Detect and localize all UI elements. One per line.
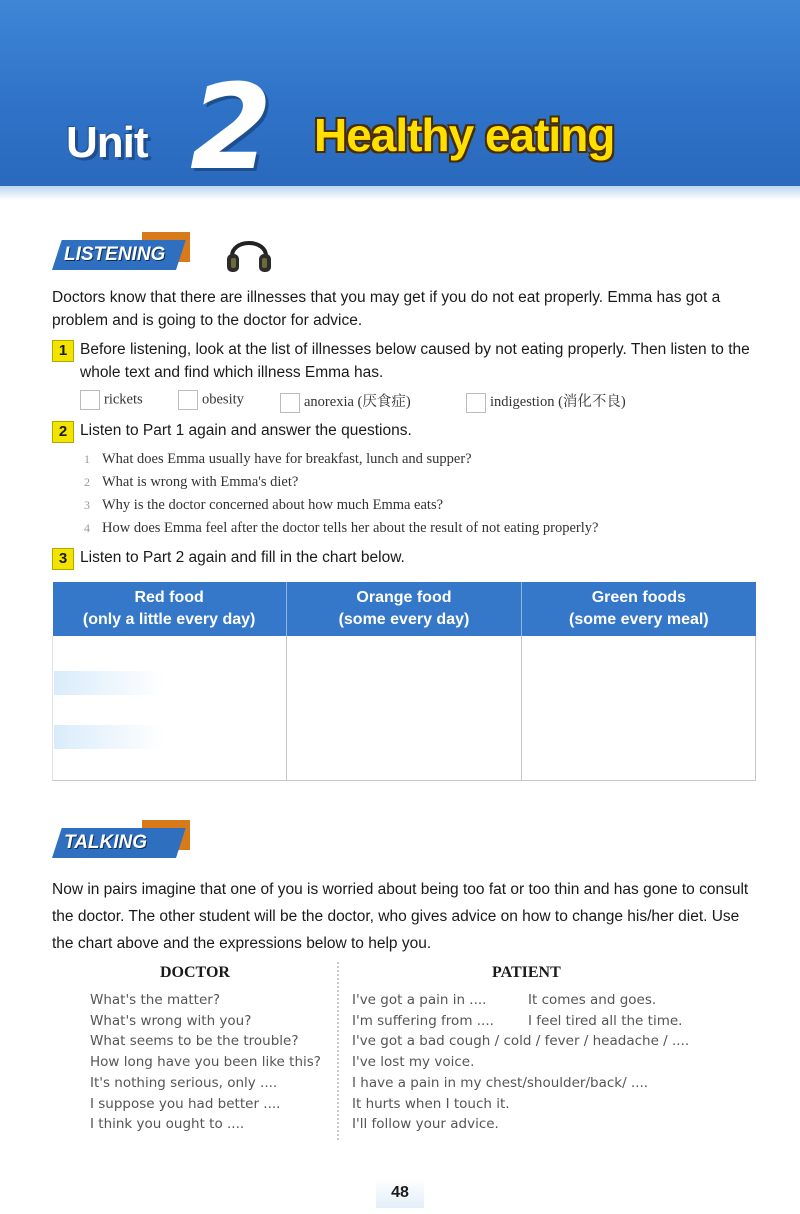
option-obesity[interactable]: obesity <box>178 390 244 410</box>
header-red-food: Red food (only a little every day) <box>53 582 287 636</box>
question-1: 1 What does Emma usually have for breakfast, lunch and supper? <box>84 451 472 467</box>
cell-shading <box>54 671 164 695</box>
checkbox[interactable] <box>80 390 100 410</box>
doctor-line: What's wrong with you? <box>90 1012 252 1029</box>
checkbox[interactable] <box>466 393 486 413</box>
patient-expressions-right <box>528 990 682 1031</box>
talking-label-text: TALKING <box>64 832 148 853</box>
cell-shading <box>54 725 164 749</box>
doctor-heading: DOCTOR <box>160 964 230 981</box>
task-1-text: Before listening, look at the list of illnesses below caused by not eating properly. Then listen to the whole text and find which illness Emma has. <box>80 341 750 381</box>
task-number-1: 1 <box>52 340 74 362</box>
checkbox[interactable] <box>280 393 300 413</box>
question-4: 4 How does Emma feel after the doctor tells her about the result of not eating properly? <box>84 520 599 536</box>
patient-line: I've got a bad cough / cold / fever / headache / .... <box>352 1033 690 1050</box>
patient-line: I'll follow your advice. <box>352 1116 499 1133</box>
talking-intro: Now in pairs imagine that one of you is worried about being too fat or too thin and has gone to consult the doctor. The other student will be the doctor, who gives advice on how to change his/her diet. Use the chart above and the expressions below to help you. <box>52 881 749 952</box>
patient-line: I've got a pain in .... <box>352 992 487 1008</box>
listening-label-text: LISTENING <box>64 244 166 265</box>
patient-line: I have a pain in my chest/shoulder/back/ .... <box>352 1074 649 1091</box>
listening-intro: Doctors know that there are illnesses that you may get if you do not eat properly. Emma has got a problem and is going to the doctor for advice. <box>52 289 721 329</box>
cell-green-foods[interactable] <box>522 636 756 781</box>
doctor-line: I suppose you had better .... <box>90 1095 281 1112</box>
doctor-line: What seems to be the trouble? <box>90 1033 299 1050</box>
patient-line: I've lost my voice. <box>352 1054 475 1071</box>
doctor-line: What's the matter? <box>90 992 220 1008</box>
doctor-line: I think you ought to .... <box>90 1116 245 1133</box>
food-chart <box>52 582 756 781</box>
cell-orange-food[interactable] <box>286 636 521 781</box>
doctor-line: It's nothing serious, only .... <box>90 1074 278 1091</box>
doctor-line: How long have you been like this? <box>90 1054 321 1071</box>
option-anorexia[interactable]: anorexia (厌食症) <box>280 390 411 413</box>
patient-line: It hurts when I touch it. <box>352 1095 510 1112</box>
header-orange-food: Orange food (some every day) <box>286 582 521 636</box>
patient-line: I'm suffering from .... <box>352 1012 494 1029</box>
option-rickets[interactable]: rickets <box>80 390 143 410</box>
headphones-icon <box>224 228 274 274</box>
task-number-3: 3 <box>52 548 74 570</box>
banner-fade <box>0 186 800 200</box>
option-indigestion[interactable]: indigestion (消化不良) <box>466 390 626 413</box>
patient-line: I feel tired all the time. <box>528 1012 683 1029</box>
patient-heading: PATIENT <box>492 964 561 981</box>
page-number: 48 <box>376 1178 424 1208</box>
talking-label <box>52 820 190 860</box>
task-number-2: 2 <box>52 421 74 443</box>
doctor-expressions <box>90 990 321 1135</box>
question-2: 2 What is wrong with Emma's diet? <box>84 474 299 490</box>
header-green-foods: Green foods (some every meal) <box>522 582 756 636</box>
listening-label <box>52 232 190 272</box>
unit-title: Healthy eating <box>314 109 615 161</box>
checkbox[interactable] <box>178 390 198 410</box>
question-3: 3 Why is the doctor concerned about how much Emma eats? <box>84 497 444 513</box>
unit-number: 2 <box>190 58 273 196</box>
unit-word: Unit <box>66 118 148 167</box>
cell-red-food[interactable] <box>53 636 287 781</box>
task-3-text: Listen to Part 2 again and fill in the chart below. <box>80 549 405 566</box>
task-2-text: Listen to Part 1 again and answer the questions. <box>80 422 412 439</box>
patient-line: It comes and goes. <box>528 992 657 1008</box>
column-divider <box>337 962 339 1140</box>
